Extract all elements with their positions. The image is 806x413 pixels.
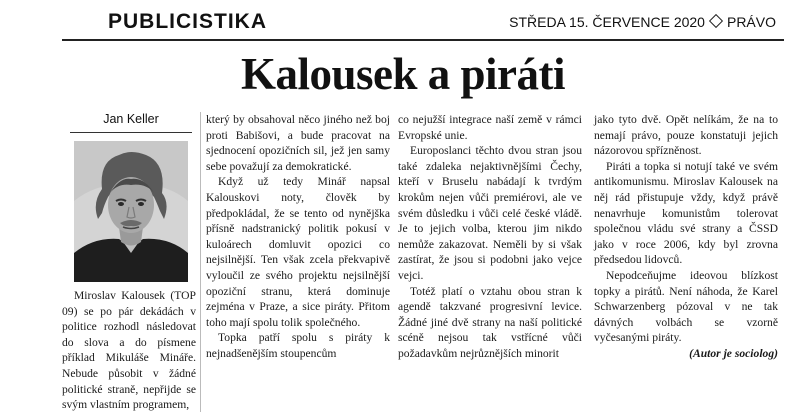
section-title: PUBLICISTIKA (108, 10, 267, 33)
text-column-2 (206, 112, 390, 362)
text-column-4 (594, 112, 778, 362)
paragraph: jako tyto dvě. Opět nelíkám, že na to nemají právo, pouze konstatuji jejich názorovou spřízněnost. (594, 113, 778, 158)
portrait-icon (74, 141, 188, 282)
paragraph: Topka patří spolu s piráty k nejnadšenějším stoupencům (206, 331, 390, 360)
dateline (509, 14, 776, 30)
diamond-icon (709, 14, 723, 28)
paragraph: co nejužší integrace naší země v rámci Evropské unie. (398, 113, 582, 142)
paragraph: Miroslav Kalousek (TOP 09) se po pár dekádách v politice rozhodl následovat do slova a do písmene příklad Mikuláše Mináře. Nebude působit v žádné politické straně, nepřijde se svým vlastním programem, (62, 289, 196, 412)
author-note: (Autor je sociolog) (689, 346, 778, 360)
page-header (0, 0, 806, 44)
author-name: Jan Keller (103, 112, 159, 126)
text-column-1 (62, 288, 196, 413)
paragraph: Europoslanci těchto dvou stran jsou také zdaleka nejaktivnějšími Čechy, kteří v Bruselu nabádají k tvrdým krokům nejen vůči premiérovi, ale ve svém důsledku i vůči celé české vládě. Je to jejich volba, kterou jim nikdo nemůže zakazovat. Neměli by si však zastírat, že jsou si podobni jako vejce vejci. (398, 144, 582, 282)
paragraph: Piráti a topka si notují také ve svém antikomunismu. Miroslav Kalousek na něj rád přistupuje vždy, když právě nenavrhuje komunistům tolerovat společnou vládu své strany a ČSSD jako v roce 2006, kdy byl zrovna předsedou lidovců. (594, 159, 778, 267)
paragraph: Když už tedy Minář napsal Kalouskovi noty, člověk by předpokládal, že se tento od nynějška přísně nadstranický politik pokusí v kuloárech domluvit opozici co nejsilnější. Ten však zcela překvapivě vyloučil ze svého projektu nejsilnější opoziční stranu, která dominuje zejména v Praze, a sice piráty. Přitom toho mají spolu tolik společného. (206, 175, 390, 329)
paragraph: Nepodceňujme ideovou blízkost topky a pirátů. Není náhoda, že Karel Schwarzenberg pózoval v ne tak dávných volbách se vzorně vyčesanými piráty. (594, 268, 778, 345)
paragraph: Totéž platí o vztahu obou stran k agendě takzvané progresivní levice. Žádné jiné dvě strany na naší politické scéně nejsou tak vstřícné vůči požadavkům nejrůznějších minorit (398, 284, 582, 360)
author-photo (74, 141, 188, 282)
issue-date: STŘEDA 15. ČERVENCE 2020 (509, 14, 705, 30)
header-rule (62, 39, 784, 41)
article-title: Kalousek a piráti (240, 49, 566, 99)
newspaper-name: PRÁVO (726, 14, 776, 30)
column-divider (200, 112, 201, 412)
paragraph: který by obsahoval něco jiného než boj proti Babišovi, a bude pracovat na sjednocení opozičních sil, jež jen samy sebe považují za demokratické. (206, 113, 390, 173)
text-column-3 (398, 112, 582, 362)
byline-rule (70, 132, 192, 133)
